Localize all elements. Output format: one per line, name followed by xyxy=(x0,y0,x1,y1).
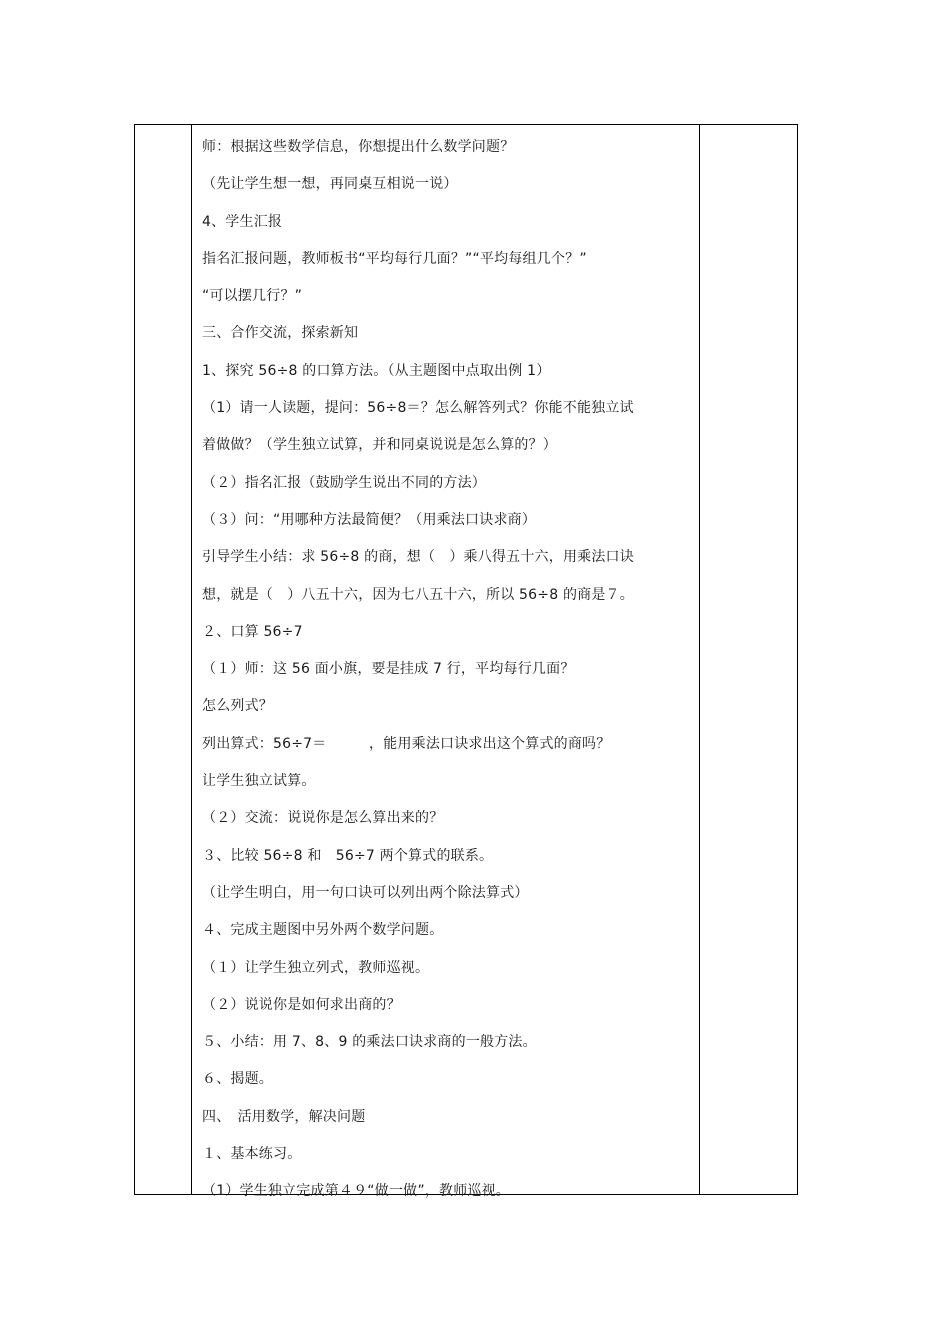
table-left-column xyxy=(135,125,192,1194)
text-line: （让学生明白，用一句口诀可以列出两个除法算式） xyxy=(202,884,529,901)
text-line: ５、小结：用 7、8、9 的乘法口诀求商的一般方法。 xyxy=(202,1034,537,1051)
text-line: （２）说说你是如何求出商的？ xyxy=(202,996,401,1013)
text-line: （１）师：这 56 面小旗，要是挂成 7 行，平均每行几面？ xyxy=(202,661,575,678)
text-line: 引导学生小结：求 56÷8 的商，想（ ）乘八得五十六，用乘法口诀 xyxy=(202,549,634,566)
text-line: ２、口算 56÷7 xyxy=(202,623,303,640)
text-line: （２）指名汇报（鼓励学生说出不同的方法） xyxy=(202,474,486,491)
section-heading: 三、合作交流，探索新知 xyxy=(202,325,359,342)
text-line: （1）请一人读题，提问：56÷8＝？怎么解答列式？你能不能独立试 xyxy=(202,400,634,417)
table-content-column xyxy=(192,125,699,1200)
text-line: 4、学生汇报 xyxy=(202,213,283,230)
table-right-column xyxy=(699,125,797,1194)
text-line: （３）问：“用哪种方法最简便？（用乘法口诀求商） xyxy=(202,511,537,528)
section-heading: 四、 活用数学，解决问题 xyxy=(202,1108,366,1125)
text-line: 着做做？（学生独立试算，并和同桌说说是怎么算的？） xyxy=(202,437,557,454)
text-line: ６、揭题。 xyxy=(202,1071,273,1088)
text-line: （先让学生想一想，再同桌互相说一说） xyxy=(202,176,458,193)
text-line: １、基本练习。 xyxy=(202,1146,302,1163)
text-line: （１）让学生独立列式，教师巡视。 xyxy=(202,959,430,976)
text-line: 想，就是（ ）八五十六，因为七八五十六，所以 56÷8 的商是７。 xyxy=(202,586,634,603)
text-line: 指名汇报问题，教师板书“平均每行几面？”“平均每组几个？” xyxy=(202,250,587,267)
text-line: 怎么列式？ xyxy=(202,698,273,715)
text-line: 列出算式：56÷7＝ ，能用乘法口诀求出这个算式的商吗？ xyxy=(202,735,611,752)
document-table xyxy=(134,124,798,1200)
text-line: 师：根据这些数学信息，你想提出什么数学问题？ xyxy=(202,139,515,155)
text-line: 让学生独立试算。 xyxy=(202,773,316,790)
text-line: ３、比较 56÷8 和 56÷7 两个算式的联系。 xyxy=(202,847,494,864)
text-line: ４、完成主题图中另外两个数学问题。 xyxy=(202,922,444,939)
text-line: （1）学生独立完成第４９“做一做”，教师巡视。 xyxy=(202,1183,511,1200)
text-line: “可以摆几行？” xyxy=(202,288,303,305)
text-line: 1、探究 56÷8 的口算方法。（从主题图中点取出例 1） xyxy=(202,362,551,379)
text-line: （２）交流：说说你是怎么算出来的？ xyxy=(202,810,444,827)
